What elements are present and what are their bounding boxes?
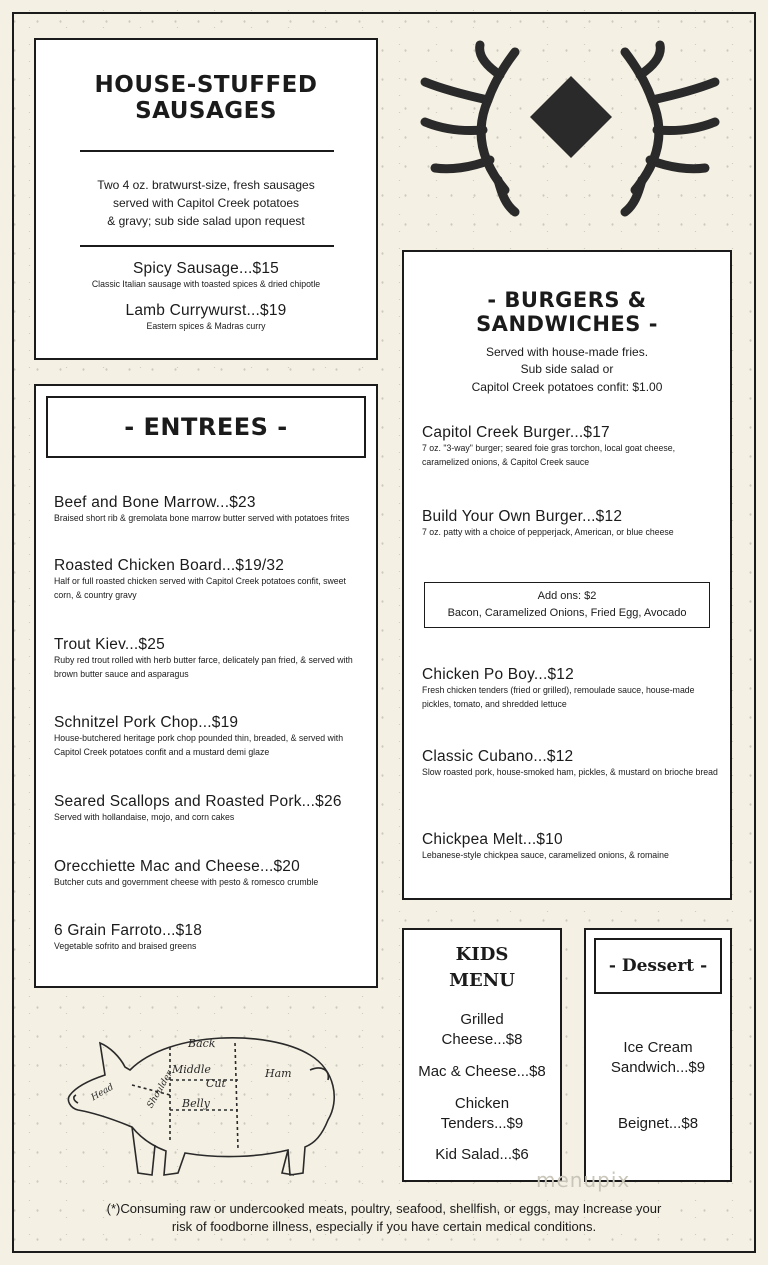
pig-label-middle: Middle bbox=[172, 1063, 211, 1076]
item-name: Roasted Chicken Board...$19/32 bbox=[54, 557, 285, 574]
menu-item bbox=[54, 714, 366, 760]
kids-title-line1: KIDS bbox=[455, 944, 509, 965]
pig-label-shoulder: Shoulder bbox=[145, 1069, 175, 1111]
item-name: Capitol Creek Burger...$17 bbox=[422, 424, 610, 441]
pig-illustration-icon bbox=[60, 1025, 350, 1185]
entrees-title: - ENTREES - bbox=[46, 396, 366, 458]
item-name: Chicken bbox=[454, 1095, 510, 1112]
menu-item bbox=[408, 1010, 556, 1051]
sausages-section bbox=[34, 38, 378, 360]
menu-item bbox=[590, 1038, 726, 1079]
menu-item bbox=[408, 1062, 556, 1082]
dessert-title: - Dessert - bbox=[594, 938, 722, 994]
burgers-intro-line2: Sub side salad or bbox=[520, 362, 614, 377]
menu-item bbox=[54, 858, 366, 890]
entrees-section bbox=[34, 384, 378, 988]
menu-item bbox=[422, 666, 720, 712]
item-name: Seared Scallops and Roasted Pork...$26 bbox=[54, 793, 342, 810]
item-desc: Butcher cuts and government cheese with pesto & romesco crumble bbox=[54, 877, 319, 888]
menu-item bbox=[422, 424, 720, 470]
menu-item bbox=[54, 922, 366, 954]
menu-item bbox=[54, 793, 366, 825]
burgers-intro-line1: Served with house-made fries. bbox=[485, 345, 649, 359]
item-desc: Classic Italian sausage with toasted spices & dried chipotle bbox=[91, 279, 321, 290]
menu-item bbox=[422, 831, 720, 863]
addons-box bbox=[424, 582, 710, 628]
sausages-desc-line2: served with Capitol Creek potatoes bbox=[112, 196, 300, 210]
item-name: Chickpea Melt...$10 bbox=[422, 831, 563, 848]
menu-item bbox=[422, 508, 720, 540]
sausages-desc-line3: & gravy; sub side salad upon request bbox=[107, 214, 305, 228]
menu-item bbox=[36, 260, 376, 292]
antlers-logo-icon bbox=[410, 40, 730, 230]
addons-title: Add ons: $2 bbox=[537, 590, 597, 602]
item-name: Beef and Bone Marrow...$23 bbox=[54, 494, 256, 511]
item-desc: Braised short rib & gremolata bone marrow butter served with potatoes frites bbox=[54, 513, 350, 524]
menu-item bbox=[408, 1094, 556, 1135]
item-desc: House-butchered heritage pork chop pounded thin, breaded, & served with Capitol Creek potatoes confit and a mustard demi glaze bbox=[54, 733, 344, 758]
item-name: Spicy Sausage...$15 bbox=[133, 260, 279, 277]
item-desc: 7 oz. "3-way" burger; seared foie gras torchon, local goat cheese, caramelized onions, & Capitol Creek sauce bbox=[422, 443, 676, 468]
burgers-intro-line3: Capitol Creek potatoes confit: $1.00 bbox=[471, 379, 663, 394]
divider bbox=[80, 150, 334, 152]
menu-item bbox=[36, 302, 376, 334]
disclaimer-line1: (*)Consuming raw or undercooked meats, poultry, seafood, shellfish, or eggs, may Increase your bbox=[106, 1201, 662, 1216]
item-desc: Fresh chicken tenders (fried or grilled), remoulade sauce, house-made pickles, tomato, and shredded lettuce bbox=[422, 685, 695, 710]
item-name: Cheese...$8 bbox=[441, 1031, 523, 1049]
disclaimer bbox=[20, 1200, 748, 1236]
item-name: Tenders...$9 bbox=[440, 1115, 524, 1133]
item-name: Grilled bbox=[460, 1011, 504, 1028]
sausages-title-line1: HOUSE-STUFFED bbox=[94, 72, 318, 98]
sausages-title-line2: SAUSAGES bbox=[135, 98, 277, 125]
item-name: Classic Cubano...$12 bbox=[422, 748, 574, 765]
pig-label-head: Head bbox=[89, 1082, 116, 1104]
item-desc: Half or full roasted chicken served with Capitol Creek potatoes confit, sweet corn, & country gravy bbox=[54, 576, 346, 601]
item-name: Build Your Own Burger...$12 bbox=[422, 508, 623, 525]
burgers-section bbox=[402, 250, 732, 900]
menu-item bbox=[422, 748, 720, 780]
burgers-title: - BURGERS & SANDWICHES - bbox=[476, 288, 658, 336]
dessert-section bbox=[584, 928, 732, 1182]
menu-item bbox=[54, 636, 366, 682]
item-name: Lamb Currywurst...$19 bbox=[125, 302, 287, 319]
item-name: Beignet...$8 bbox=[617, 1115, 699, 1132]
menu-item bbox=[54, 494, 366, 526]
item-desc: 7 oz. patty with a choice of pepperjack, American, or blue cheese bbox=[422, 527, 674, 538]
item-desc: Eastern spices & Madras curry bbox=[146, 321, 266, 332]
kids-title-line2: MENU bbox=[449, 970, 515, 992]
item-desc: Ruby red trout rolled with herb butter farce, delicately pan fried, & served with brown butter sauce and asparagus bbox=[54, 655, 353, 680]
watermark-text: menupix bbox=[536, 1168, 631, 1192]
pig-label-ham: Ham bbox=[265, 1067, 292, 1080]
menu-item bbox=[54, 557, 366, 603]
item-name: Orecchiette Mac and Cheese...$20 bbox=[54, 858, 300, 875]
addons-list: Bacon, Caramelized Onions, Fried Egg, Avocado bbox=[447, 606, 687, 619]
menu-item bbox=[590, 1114, 726, 1134]
item-name: 6 Grain Farroto...$18 bbox=[54, 922, 203, 939]
item-name: Schnitzel Pork Chop...$19 bbox=[54, 714, 239, 731]
pig-label-back: Back bbox=[188, 1037, 216, 1050]
disclaimer-line2: risk of foodborne illness, especially if you have certain medical conditions. bbox=[171, 1219, 597, 1235]
item-desc: Vegetable sofrito and braised greens bbox=[54, 941, 197, 952]
item-name: Ice Cream bbox=[623, 1039, 693, 1056]
item-desc: Slow roasted pork, house-smoked ham, pickles, & mustard on brioche bread bbox=[422, 767, 718, 778]
item-name: Trout Kiev...$25 bbox=[54, 636, 165, 653]
pig-label-belly: Belly bbox=[182, 1097, 210, 1110]
item-desc: Lebanese-style chickpea sauce, caramelized onions, & romaine bbox=[422, 850, 669, 861]
menu-item bbox=[408, 1145, 556, 1165]
kids-menu-section bbox=[402, 928, 562, 1182]
item-name: Sandwich...$9 bbox=[610, 1059, 706, 1077]
divider bbox=[80, 245, 334, 247]
item-name: Mac & Cheese...$8 bbox=[418, 1063, 546, 1080]
pig-label-cut: Cut bbox=[206, 1077, 226, 1090]
item-desc: Served with hollandaise, mojo, and corn cakes bbox=[54, 812, 235, 823]
sausages-desc-line1: Two 4 oz. bratwurst-size, fresh sausages bbox=[97, 178, 315, 192]
item-name: Chicken Po Boy...$12 bbox=[422, 666, 574, 683]
item-name: Kid Salad...$6 bbox=[435, 1146, 529, 1163]
